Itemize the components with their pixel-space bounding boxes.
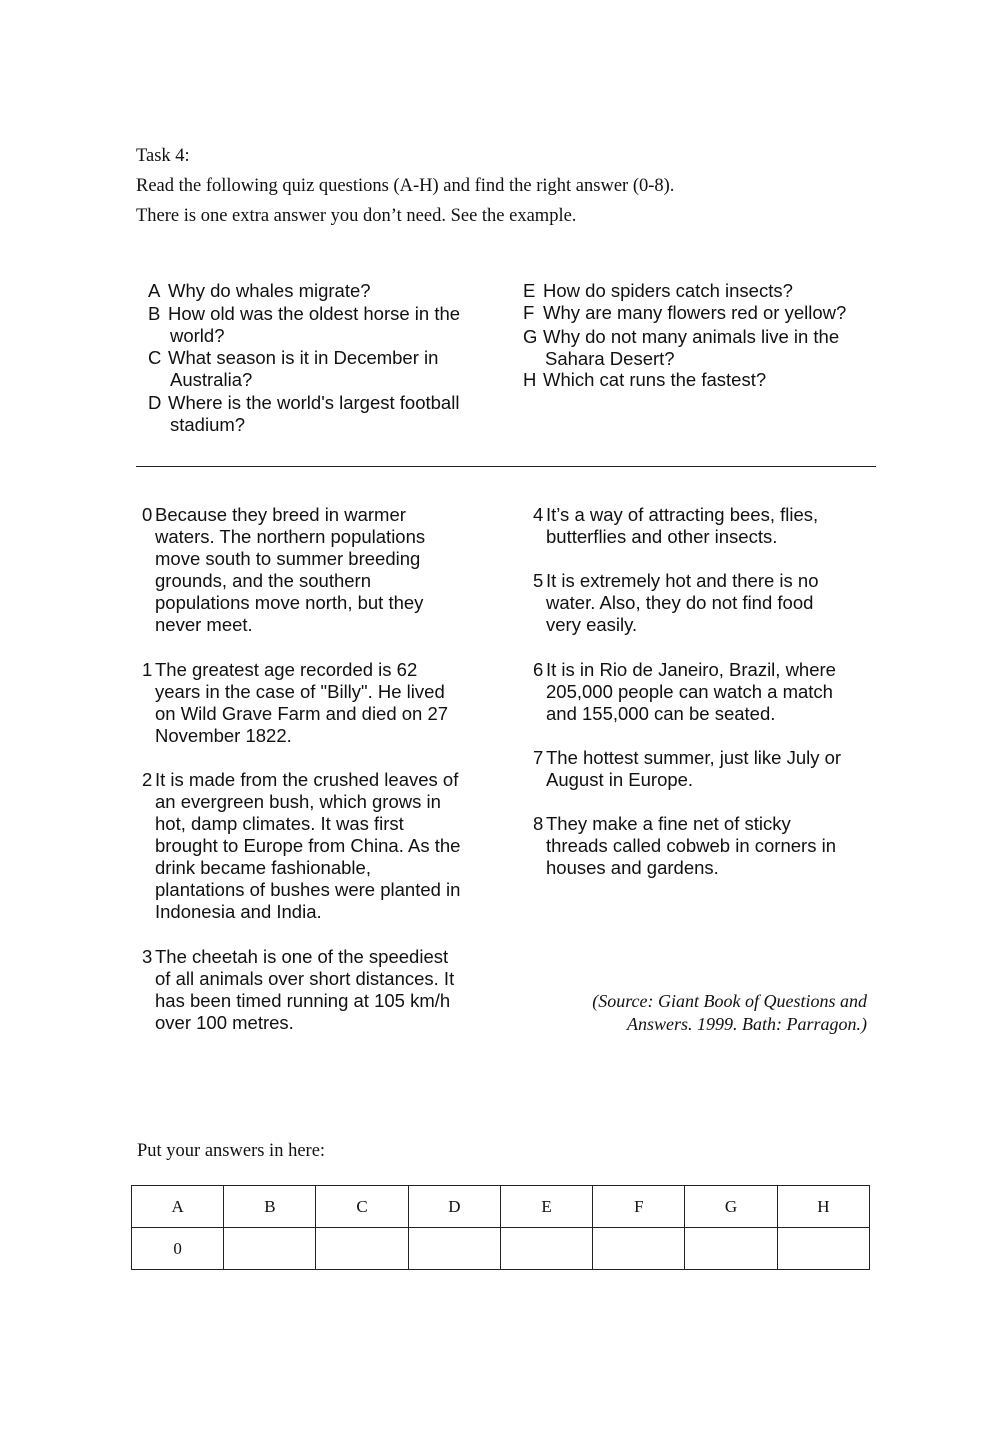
answer-text: very easily. [546, 614, 638, 635]
answer-text: years in the case of "Billy". He lived [155, 681, 445, 702]
answer-table-value-row [132, 1228, 870, 1270]
answer-number: 7 [533, 747, 544, 768]
question-letter: F [523, 302, 535, 323]
answer-4 [533, 504, 819, 548]
answer-text: has been timed running at 105 km/h [155, 990, 451, 1011]
question-text: Which cat runs the fastest? [543, 369, 767, 390]
question-text: How do spiders catch insects? [543, 280, 793, 301]
question-d [148, 392, 459, 436]
answer-text: and 155,000 can be seated. [546, 703, 776, 724]
answer-cell-e[interactable] [500, 1228, 592, 1270]
answer-number: 5 [533, 570, 544, 591]
answer-text: It’s a way of attracting bees, flies, [546, 504, 819, 525]
answer-text: move south to summer breeding [155, 548, 421, 569]
answer-text: threads called cobweb in corners in [546, 835, 836, 856]
question-g [523, 326, 839, 370]
answer-text: water. Also, they do not find food [546, 592, 814, 613]
question-text: Why are many flowers red or yellow? [543, 302, 847, 323]
question-c [148, 347, 438, 391]
answer-number: 0 [142, 504, 153, 525]
question-letter: B [148, 303, 161, 324]
question-text-cont: world? [170, 325, 225, 346]
answer-text: Indonesia and India. [155, 901, 322, 922]
answer-2 [142, 769, 461, 923]
question-letter: C [148, 347, 162, 368]
answer-cell-f[interactable] [593, 1228, 685, 1270]
answer-text: 205,000 people can watch a match [546, 681, 833, 702]
answer-cell-c[interactable] [316, 1228, 408, 1270]
answer-text: over 100 metres. [155, 1012, 294, 1033]
answer-prompt: Put your answers in here: [137, 1141, 326, 1161]
question-letter: D [148, 392, 162, 413]
answer-6 [533, 659, 836, 725]
answer-cell-d[interactable] [408, 1228, 500, 1270]
question-text: Why do not many animals live in the [543, 326, 840, 347]
answer-table [131, 1185, 870, 1270]
source-line-2: Answers. 1999. Bath: Parragon.) [627, 1014, 867, 1034]
answer-text: plantations of bushes were planted in [155, 879, 461, 900]
answer-text: They make a fine net of sticky [546, 813, 791, 834]
answer-header-b: B [224, 1186, 316, 1228]
question-text: Why do whales migrate? [168, 280, 371, 301]
answer-header-h: H [777, 1186, 869, 1228]
answer-text: The cheetah is one of the speediest [155, 946, 449, 967]
question-letter: H [523, 369, 537, 390]
answer-number: 6 [533, 659, 544, 680]
answer-header-e: E [500, 1186, 592, 1228]
answer-text: The hottest summer, just like July or [546, 747, 842, 768]
answer-3 [142, 946, 455, 1034]
answer-0 [142, 504, 426, 636]
source-line-1: (Source: Giant Book of Questions and [592, 991, 867, 1011]
answer-cell-h[interactable] [777, 1228, 869, 1270]
answer-number: 3 [142, 946, 153, 967]
answer-1 [142, 659, 449, 747]
question-letter: G [523, 326, 538, 347]
answer-5 [533, 570, 819, 636]
question-a [148, 280, 371, 302]
answer-text: an evergreen bush, which grows in [155, 791, 441, 812]
answer-text: November 1822. [155, 725, 292, 746]
question-b [148, 303, 460, 347]
answer-text: It is extremely hot and there is no [546, 570, 819, 591]
answer-text: of all animals over short distances. It [155, 968, 455, 989]
question-letter: E [523, 280, 536, 301]
answer-cell-g[interactable] [685, 1228, 777, 1270]
answer-text: waters. The northern populations [155, 526, 426, 547]
answer-text: drink became fashionable, [155, 857, 371, 878]
answer-number: 1 [142, 659, 153, 680]
answer-text: on Wild Grave Farm and died on 27 [155, 703, 449, 724]
answer-text: Because they breed in warmer [155, 504, 406, 525]
instruction-line-2: There is one extra answer you don’t need. See the example. [136, 206, 577, 226]
answer-number: 8 [533, 813, 544, 834]
answer-cell-b[interactable] [224, 1228, 316, 1270]
question-f [523, 302, 846, 324]
answer-text: It is in Rio de Janeiro, Brazil, where [546, 659, 836, 680]
question-text: Where is the world's largest football [168, 392, 460, 413]
question-text-cont: Australia? [170, 369, 253, 390]
answer-text: The greatest age recorded is 62 [155, 659, 418, 680]
answer-cell-a[interactable]: 0 [132, 1228, 224, 1270]
answer-text: butterflies and other insects. [546, 526, 778, 547]
answer-table-header-row [132, 1186, 870, 1228]
question-text: How old was the oldest horse in the [168, 303, 461, 324]
answer-8 [533, 813, 836, 879]
answer-text: It is made from the crushed leaves of [155, 769, 459, 790]
answer-number: 2 [142, 769, 153, 790]
answer-text: populations move north, but they [155, 592, 424, 613]
question-e [523, 280, 793, 302]
question-letter: A [148, 280, 161, 301]
instruction-line-1: Read the following quiz questions (A-H) and find the right answer (0-8). [136, 176, 675, 196]
answer-number: 4 [533, 504, 544, 525]
answer-header-g: G [685, 1186, 777, 1228]
question-text-cont: Sahara Desert? [545, 348, 675, 369]
answer-text: August in Europe. [546, 769, 694, 790]
answer-header-a: A [132, 1186, 224, 1228]
question-h [523, 369, 766, 391]
task-title: Task 4: [136, 146, 190, 166]
question-text: What season is it in December in [168, 347, 439, 368]
answer-header-f: F [593, 1186, 685, 1228]
source-citation [592, 990, 867, 1036]
answer-text: never meet. [155, 614, 253, 635]
answer-7 [533, 747, 842, 791]
answer-text: houses and gardens. [546, 857, 719, 878]
answer-header-d: D [408, 1186, 500, 1228]
answer-text: brought to Europe from China. As the [155, 835, 461, 856]
answer-text: hot, damp climates. It was first [155, 813, 404, 834]
divider-line [136, 466, 876, 467]
answer-header-c: C [316, 1186, 408, 1228]
question-text-cont: stadium? [170, 414, 246, 435]
answer-text: grounds, and the southern [155, 570, 371, 591]
